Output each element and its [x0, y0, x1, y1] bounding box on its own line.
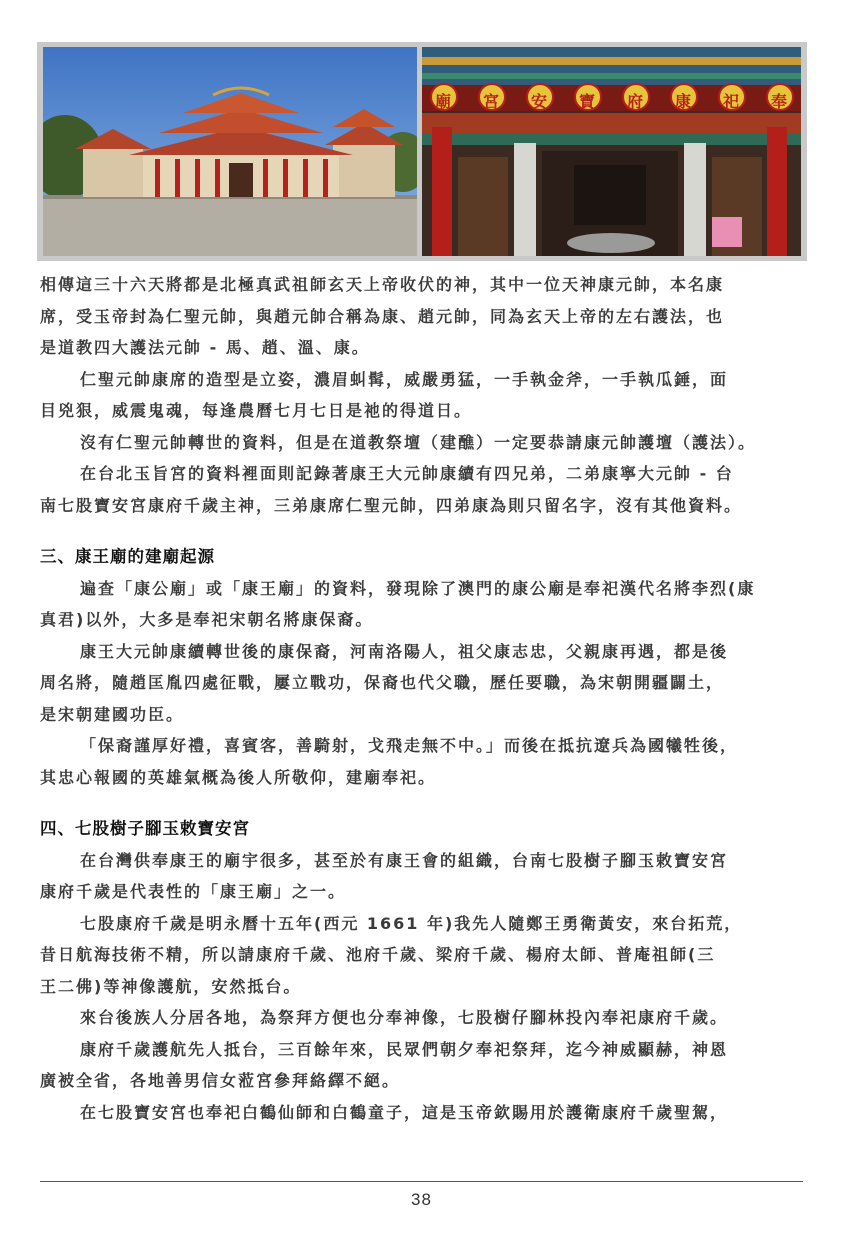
text-line: 仁聖元帥康席的造型是立姿，濃眉虯髯，威嚴勇猛，一手執金斧，一手執瓜錘，面 [80, 369, 729, 389]
text-line: 南七股寶安宮康府千歲主神，三弟康席仁聖元帥，四弟康為則只留名字，沒有其他資料。 [40, 495, 743, 515]
temple-exterior-photo [43, 47, 417, 256]
text-line: 周名將，隨趙匡胤四處征戰，屢立戰功，保裔也代父職，歷任要職，為宋朝開疆闢土， [40, 673, 725, 692]
text-line: 在台北玉旨宮的資料裡面則記錄著康王大元帥康續有四兄弟，二弟康寧大元帥 - 台 [80, 464, 734, 483]
photo-strip [37, 42, 807, 261]
text-line: 康王大元帥康續轉世後的康保裔，河南洛陽人，祖父康志忠，父親康再遇，都是後 [80, 641, 729, 661]
text-line: 昔日航海技術不精，所以請康府千歲、池府千歲、梁府千歲、楊府太師、普庵祖師(三 [40, 945, 716, 964]
text-line: 其忠心報國的英雄氣概為後人所敬仰，建廟奉祀。 [40, 767, 437, 787]
text-line: 康府千歲護航先人抵台，三百餘年來，民眾們朝夕奉祀祭拜，迄今神威顯赫，神恩 [80, 1039, 729, 1059]
section-heading: 三、康王廟的建廟起源 [40, 547, 215, 566]
lantern-char: 祀 [723, 92, 740, 111]
temple-interior-photo [422, 47, 801, 256]
lantern-char: 奉 [771, 92, 788, 111]
text-line: 遍查「康公廟」或「康王廟」的資料，發現除了澳門的康公廟是奉祀漢代名將李烈(康 [80, 578, 756, 598]
article-body [40, 269, 810, 1128]
lantern-char: 安 [531, 92, 548, 111]
text-line: 是道教四大護法元帥 - 馬、趙、溫、康。 [40, 338, 370, 357]
lantern-char: 康 [675, 92, 692, 111]
page-number: 38 [411, 1190, 432, 1209]
text-line: 真君)以外，大多是奉祀宋朝名將康保裔。 [40, 610, 374, 629]
footer-divider [40, 1181, 803, 1182]
text-line: 是宋朝建國功臣。 [40, 704, 185, 724]
section-heading: 四、七股樹子腳玉敕寶安宮 [40, 819, 250, 838]
text-line: 沒有仁聖元帥轉世的資料，但是在道教祭壇（建醮）一定要恭請康元帥護壇（護法）。 [80, 432, 757, 452]
text-line: 席，受玉帝封為仁聖元帥，與趙元帥合稱為康、趙元帥，同為玄天上帝的左右護法，也 [40, 306, 725, 326]
lantern-char: 府 [627, 92, 644, 111]
text-line: 「保裔謹厚好禮，喜賓客，善騎射，戈飛走無不中。」而後在抵抗遼兵為國犧牲後， [80, 736, 739, 755]
text-line: 七股康府千歲是明永曆十五年(西元 1661 年)我先人隨鄭王勇衛黃安，來台拓荒， [80, 913, 743, 933]
text-line: 在台灣供奉康王的廟宇很多，甚至於有康王會的組織，台南七股樹子腳玉敕寶安宮 [80, 850, 729, 870]
text-line: 王二佛)等神像護航，安然抵台。 [40, 976, 302, 996]
lantern-char: 宮 [483, 92, 500, 111]
page-footer [40, 1181, 803, 1210]
lantern-char: 寶 [579, 92, 596, 111]
text-line: 來台後族人分居各地，為祭拜方便也分奉神像，七股樹仔腳林投內奉祀康府千歲。 [80, 1008, 729, 1027]
text-line: 相傳這三十六天將都是北極真武祖師玄天上帝收伏的神，其中一位天神康元帥，本名康 [40, 275, 725, 294]
text-line: 目兇狠，威震鬼魂，每逢農曆七月七日是祂的得道日。 [40, 401, 473, 420]
lantern-char: 廟 [435, 92, 452, 111]
text-line: 康府千歲是代表性的「康王廟」之一。 [40, 882, 347, 901]
text-line: 在七股寶安宮也奉祀白鶴仙師和白鶴童子，這是玉帝欽賜用於護衛康府千歲聖駕， [80, 1102, 729, 1122]
text-line: 廣被全省，各地善男信女蒞宮參拜絡繹不絕。 [40, 1071, 401, 1090]
